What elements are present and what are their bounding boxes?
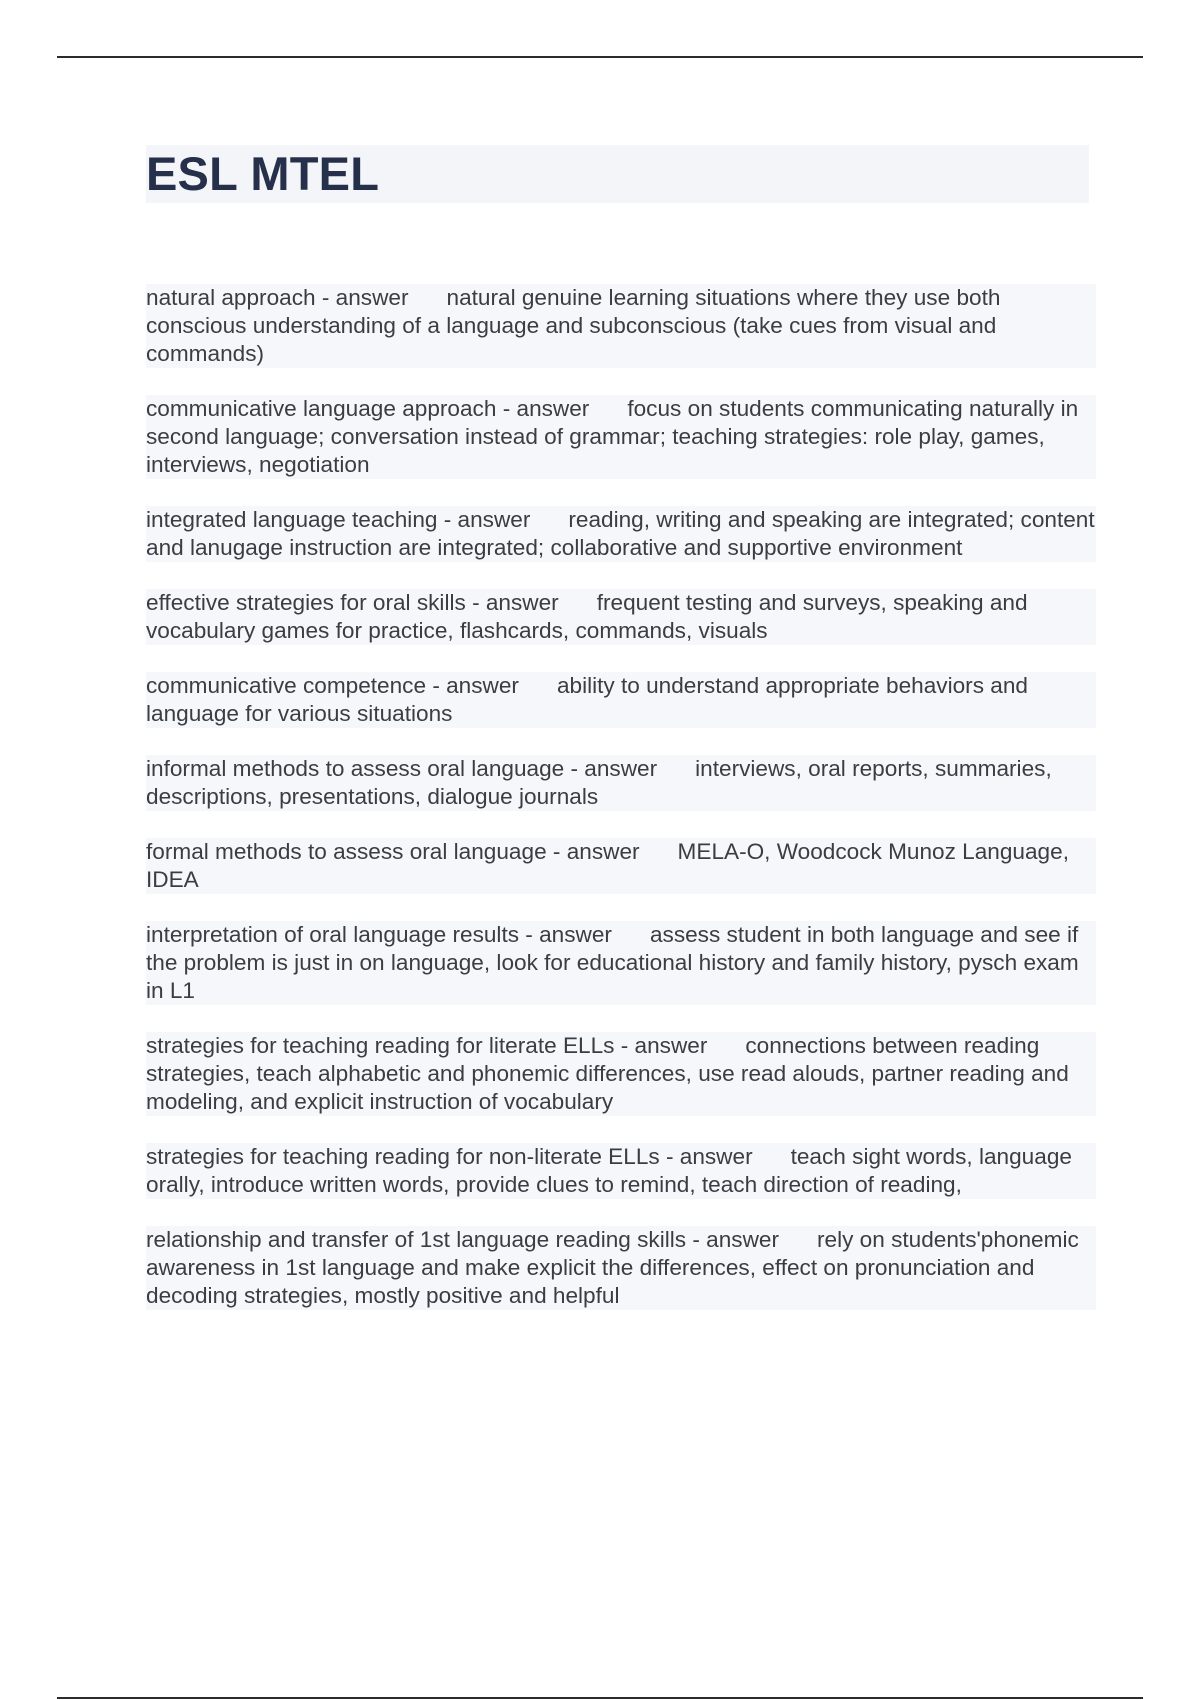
flashcard-definition: teach sight words, language orally, introduce written words, provide clues to remind, teach direction of reading, [146, 1144, 1072, 1197]
flashcard-entry [146, 589, 1096, 645]
flashcard-definition: rely on students'phonemic awareness in 1st language and make explicit the differences, effect on pronunciation and decoding strategies, mostly positive and helpful [146, 1227, 1079, 1308]
flashcard-term: strategies for teaching reading for non-literate ELLs - answer [146, 1144, 753, 1169]
flashcard-term: integrated language teaching - answer [146, 507, 531, 532]
flashcard-definition: MELA-O, Woodcock Munoz Language, IDEA [146, 839, 1069, 892]
flashcard-entry [146, 506, 1096, 562]
page-title: ESL MTEL [146, 147, 380, 200]
flashcard-entry [146, 1032, 1096, 1116]
flashcard-term: effective strategies for oral skills - answer [146, 590, 559, 615]
flashcard-definition: connections between reading strategies, teach alphabetic and phonemic differences, use read alouds, partner reading and modeling, and explicit instruction of vocabulary [146, 1033, 1069, 1114]
flashcard-entry [146, 1226, 1096, 1310]
flashcard-definition: ability to understand appropriate behaviors and language for various situations [146, 673, 1028, 726]
flashcard-entry [146, 1143, 1096, 1199]
flashcard-term: relationship and transfer of 1st language reading skills - answer [146, 1227, 779, 1252]
flashcard-list [146, 284, 1096, 1337]
flashcard-entry [146, 672, 1096, 728]
flashcard-entry [146, 921, 1096, 1005]
flashcard-term: natural approach - answer [146, 285, 409, 310]
flashcard-term: informal methods to assess oral language - answer [146, 756, 658, 781]
flashcard-definition: reading, writing and speaking are integrated; content and lanugage instruction are integrated; collaborative and supportive environment [146, 507, 1095, 560]
bottom-rule [57, 1697, 1143, 1699]
flashcard-definition: frequent testing and surveys, speaking and vocabulary games for practice, flashcards, commands, visuals [146, 590, 1028, 643]
flashcard-definition: interviews, oral reports, summaries, descriptions, presentations, dialogue journals [146, 756, 1052, 809]
flashcard-definition: natural genuine learning situations where they use both conscious understanding of a language and subconscious (take cues from visual and commands) [146, 285, 1001, 366]
flashcard-term: formal methods to assess oral language - answer [146, 839, 640, 864]
flashcard-definition: focus on students communicating naturally in second language; conversation instead of grammar; teaching strategies: role play, games, interviews, negotiation [146, 396, 1079, 477]
flashcard-entry [146, 755, 1096, 811]
flashcard-entry [146, 395, 1096, 479]
flashcard-term: interpretation of oral language results - answer [146, 922, 612, 947]
flashcard-definition: assess student in both language and see if the problem is just in on language, look for educational history and family history, pysch exam in L1 [146, 922, 1079, 1003]
flashcard-term: strategies for teaching reading for literate ELLs - answer [146, 1033, 708, 1058]
flashcard-entry [146, 284, 1096, 368]
flashcard-term: communicative competence - answer [146, 673, 519, 698]
flashcard-entry [146, 838, 1096, 894]
top-rule [57, 56, 1143, 58]
flashcard-term: communicative language approach - answer [146, 396, 590, 421]
